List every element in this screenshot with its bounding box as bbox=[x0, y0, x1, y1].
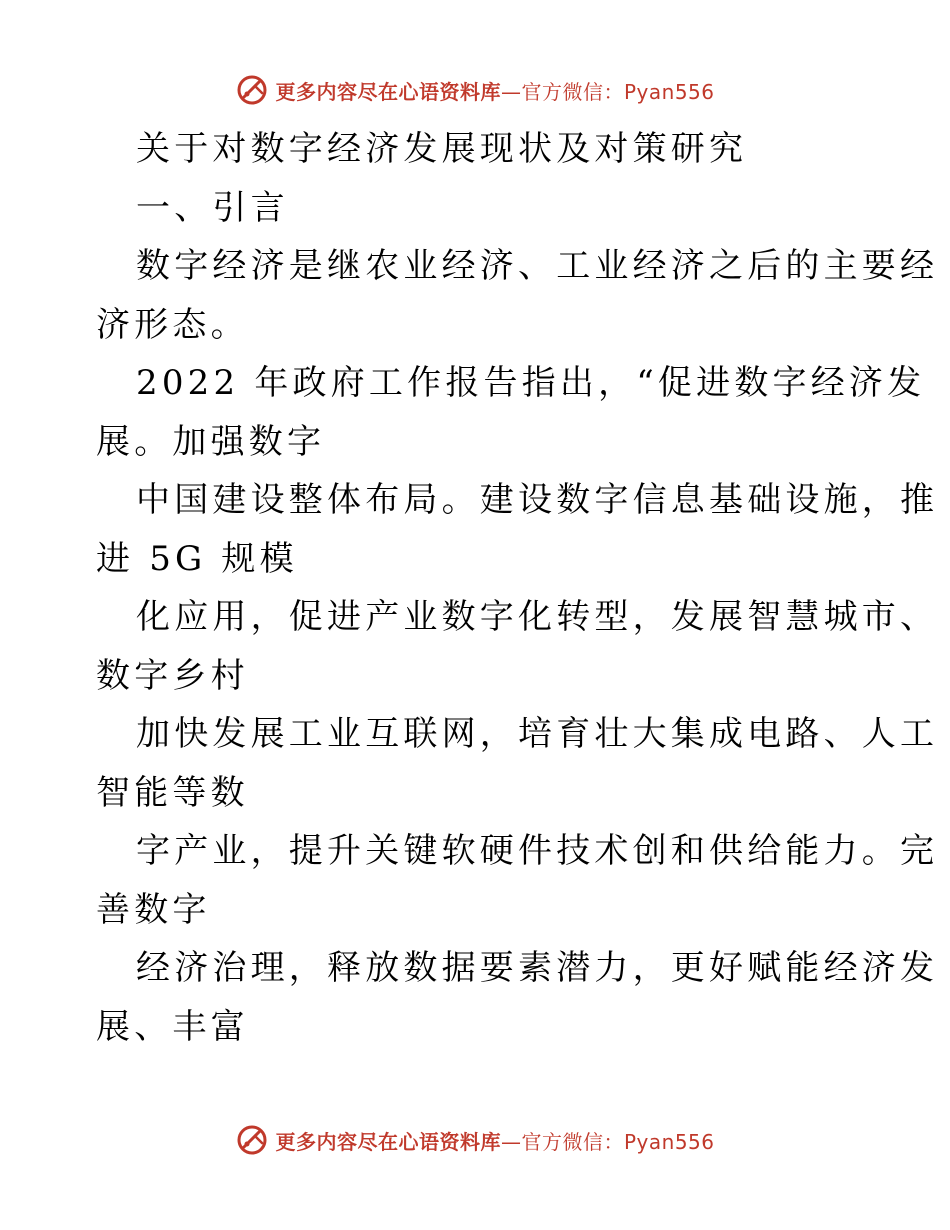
watermark-text: 更多内容尽在心语资料库—官方微信：Pyan556 bbox=[275, 79, 715, 104]
paragraph-line: 善数字 bbox=[96, 889, 211, 930]
paragraph-line: 化应用，促进产业数字化转型，发展智慧城市、 bbox=[136, 597, 939, 637]
section-heading: 一、引言 bbox=[136, 187, 289, 228]
paragraph-line: 数字经济是继农业经济、工业经济之后的主要经 bbox=[136, 246, 939, 286]
watermark-text: 更多内容尽在心语资料库—官方微信：Pyan556 bbox=[275, 1129, 715, 1154]
paragraph-line: 进 5G 规模 bbox=[96, 538, 298, 579]
paragraph-line: 加快发展工业互联网，培育壮大集成电路、人工 bbox=[136, 714, 939, 754]
brand-logo-icon bbox=[235, 73, 269, 107]
paragraph-line: 展、丰富 bbox=[96, 1006, 249, 1047]
header-watermark bbox=[0, 70, 950, 110]
paragraph-line: 展。加强数字 bbox=[96, 421, 326, 462]
paragraph-line: 数字乡村 bbox=[96, 655, 249, 696]
brand-logo-icon bbox=[235, 1123, 269, 1157]
paragraph-line: 字产业，提升关键软硬件技术创和供给能力。完 bbox=[136, 831, 939, 871]
paragraph-line: 2022 年政府工作报告指出，“促进数字经济发 bbox=[136, 363, 926, 403]
document-body bbox=[96, 120, 939, 1056]
paragraph-line: 济形态。 bbox=[96, 304, 249, 345]
paragraph-line: 中国建设整体布局。建设数字信息基础设施，推 bbox=[136, 480, 939, 520]
doc-title: 关于对数字经济发展现状及对策研究 bbox=[136, 129, 748, 169]
paragraph-line: 智能等数 bbox=[96, 772, 249, 813]
footer-watermark bbox=[0, 1120, 950, 1160]
paragraph-line: 经济治理，释放数据要素潜力，更好赋能经济发 bbox=[136, 948, 939, 988]
